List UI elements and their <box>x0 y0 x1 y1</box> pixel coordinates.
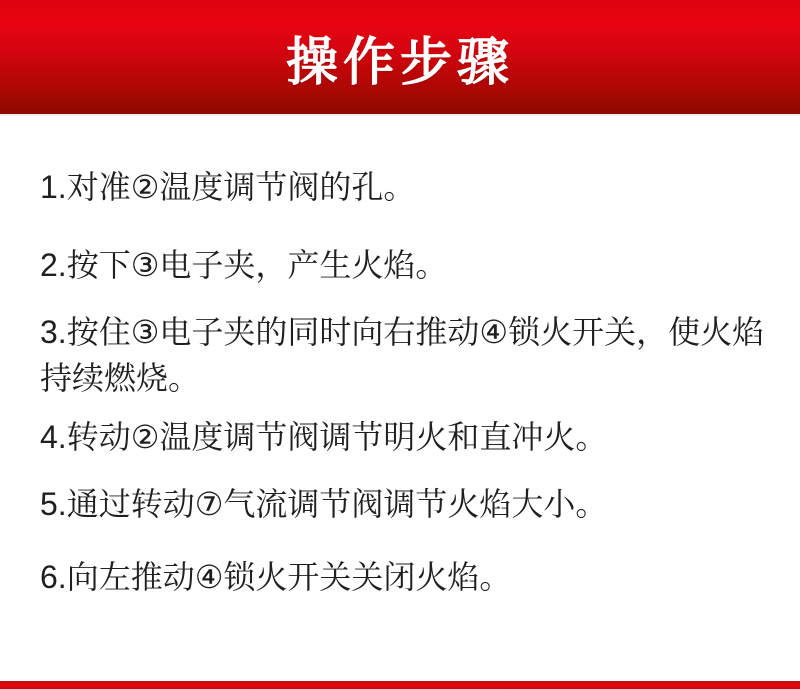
step-1: 1.对准②温度调节阀的孔。 <box>40 169 416 205</box>
bottom-red-strip <box>0 681 800 689</box>
step-4: 4.转动②温度调节阀调节明火和直冲火。 <box>40 419 608 455</box>
steps-list <box>0 164 800 600</box>
header-banner <box>0 0 800 116</box>
step-2: 2.按下③电子夹，产生火焰。 <box>40 247 448 283</box>
step-3: 3.按住③电子夹的同时向右推动④锁火开关，使火焰持续燃烧。 <box>40 314 765 396</box>
step-5: 5.通过转动⑦气流调节阀调节火焰大小。 <box>40 486 608 522</box>
page-title: 操作步骤 <box>285 33 514 92</box>
step-6: 6.向左推动④锁火开关关闭火焰。 <box>40 559 512 595</box>
